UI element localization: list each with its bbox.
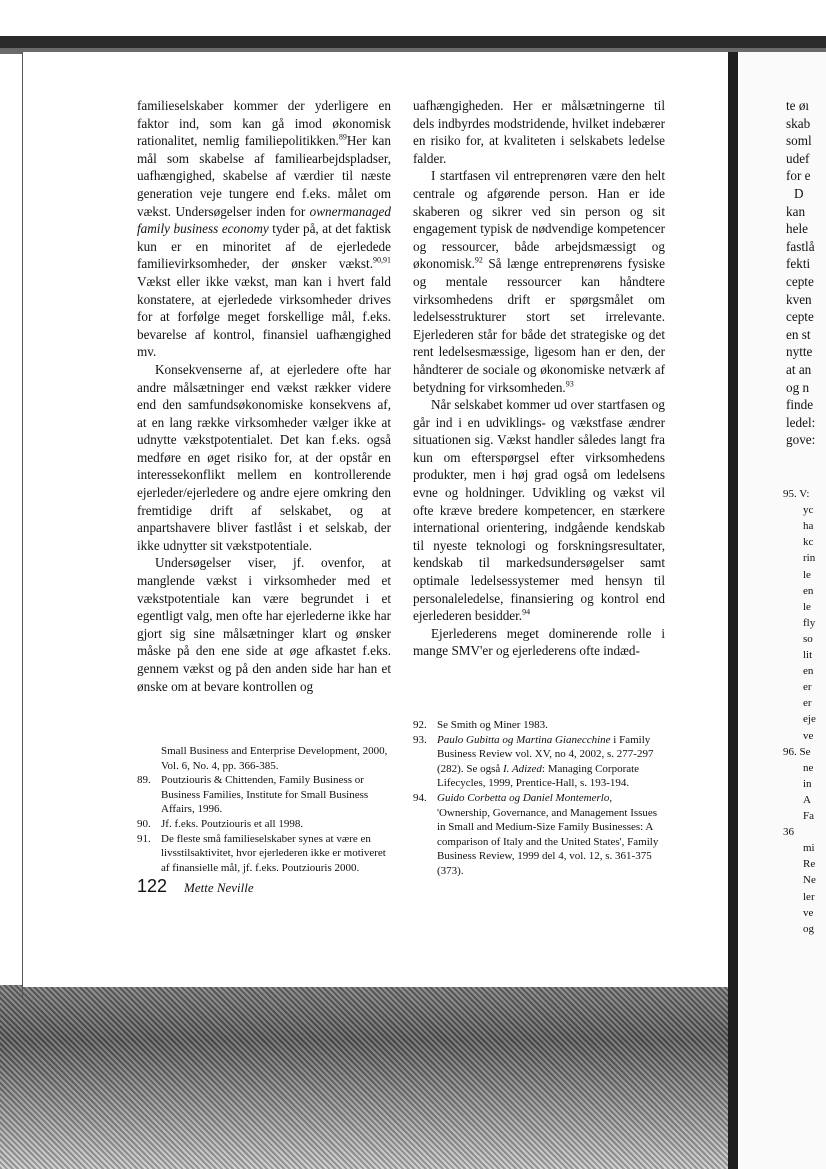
paragraph: uafhængigheden. Her er målsætningerne til dels indbyrdes modstridende, hvilket indebærer en risiko for, at kvaliteten i selskabets ledelse falder. <box>413 98 665 166</box>
right-page-footnote-line: 96. Se <box>783 745 811 758</box>
right-page-line: finde <box>786 397 814 413</box>
right-page-line: kan <box>786 203 806 219</box>
footnotes-left <box>137 744 393 875</box>
right-page-footnote-line: og <box>803 922 814 935</box>
page-edge <box>22 52 23 997</box>
right-page-line: en st <box>786 326 811 342</box>
right-page-footnote-line: ha <box>803 520 814 533</box>
right-page-footnote-line: 95. V: <box>783 488 810 500</box>
footnote: 93. Paulo Gubitta og Martina Gianecchine i Family Business Review vol. XV, no 4, 2002, s. 277-297 (282). Se også I. Adized: Managing Corporate Lifecycles, 1999, Prentice-Hall, s. 193-194. <box>413 733 654 790</box>
footnote: 91. De fleste små familieselskaber synes at være en livsstilsaktivitet, hvor ejerlederen ikke er motiveret af finansielle mål, jf. f.eks. Poutziouris 2000. <box>137 832 386 874</box>
right-page-footnote-line: le <box>803 600 811 613</box>
paragraph: Konsekvenserne af, at ejerledere ofte har andre målsætninger end vækst rækker videre end den samfundsøkonomiske konsekvens af, at en lang række virksomheder vælger ikke at udnytte vækstpotentialet. Det kan f.eks. også medføre en øget risiko for, at der opstår en interessekonflikt mellem en kontrollerende ejerleder/ejerledere og andre ejere omkring den fremtidige drift af selskabet, og at anpartshavere bliver fastlåst i et selskab, der ikke udnytter sit vækstpotentiale. <box>137 361 391 553</box>
right-page-line: for e <box>786 168 811 184</box>
right-page-footnote-line: in <box>803 777 812 790</box>
page-number: 122 <box>137 876 168 896</box>
paragraph: Når selskabet kommer ud over startfasen og går ind i en udviklings- og vækstfase ændrer situationen sig. Vækst handler således langt fra kun om efterspørgsel efter virksomhedens produkter, men i høj grad også om ledelsens evne og holdninger. Udvikling og vækst vil ofte kræve bredere kompetencer, en stærkere international orientering, indgående kendskab til nyeste teknologi og forskningsresultater, kendskab til markedsundersøgelser samt optimale ledelsessystemer med hensyn til personaleledelse, finansiering og kontrol end ejerlederen besidder.$^{94}$ <box>413 397 665 624</box>
right-page-footnote-line: ler <box>803 890 815 903</box>
right-page-line: kven <box>786 291 812 307</box>
right-page-line: fekti <box>786 256 811 272</box>
right-page-footnote-line: eje <box>803 713 816 726</box>
right-page-line: skab <box>786 115 811 131</box>
right-page-footnote-line: 36 <box>783 826 794 839</box>
right-page-footnote-line: rin <box>803 552 816 565</box>
right-page-line: at an <box>786 362 812 377</box>
footnote-ref[interactable]: 92 <box>474 255 483 265</box>
right-page-line: nytte <box>786 344 813 360</box>
paragraph: Undersøgelser viser, jf. ovenfor, at manglende vækst i virksomheder med et vækstpotentiale kan være begrundet i et egentligt valg, men ofte har ejerlederne ikke har gjort sig sine målsætninger klart og ønsker måske på den ene side at øge afkastet f.eks. gennem vækst og på den anden side har han et ønske om at bevare kontrollen og <box>137 555 391 694</box>
paragraph: Ejerlederens meget dominerende rolle i mange SMV'er og ejerlederens ofte indæd- <box>413 625 665 659</box>
footnote-ref[interactable]: 93 <box>565 379 574 389</box>
footnotes-right <box>413 718 667 879</box>
right-page-footnote-line: mi <box>803 842 815 855</box>
running-footer-author: Mette Neville <box>184 880 254 895</box>
right-page-footnote-line: le <box>803 568 811 581</box>
right-page-line: cepte <box>786 309 814 325</box>
right-page-footnote-line: er <box>803 697 812 710</box>
footnote: 94. Guido Corbetta og Daniel Montemerlo, 'Ownership, Governance, and Management Issues in Small and Medium-Size Family Businesses: A comparison of Italy and the United States', Family Business Review, 1999 del 4, vol. 12, s. 361-375 (373). <box>413 791 659 877</box>
right-page-footnote-line: Fa <box>803 810 814 822</box>
right-page-line: fastlå <box>786 238 815 254</box>
footnote: 89. Poutziouris & Chittenden, Family Business or Business Families, Institute for Small Business Affairs, 1996. <box>137 774 369 816</box>
text-column-left <box>137 97 391 695</box>
right-page-line: hele <box>786 221 808 237</box>
right-page-line: gove: <box>786 432 816 448</box>
right-page-line: og n <box>786 379 810 395</box>
right-page-footnote-line: yc <box>803 504 814 517</box>
paragraph: familieselskaber kommer der yderligere en faktor ind, som kan gå imod økonomisk rationalitet, nemlig familiepolitikken.$^{89}$Her kan mål som skabelse af familiearbejdspladser, uafhængighed, skabelse af værdier til næste generation veje tungere end f.eks. målet om vækst. Undersøgelser inden for ownermanaged family business economy tyder på, at det faktisk kun er en minoritet af de ejerledede familievirksomheder, der ønsker vækst.$^{90,91}$ Vækst eller ikke vækst, man kan i hvert fald konstatere, at ejerledede virksomheder drives for at forfølge meget forskellige mål, f.eks. bevarelse af kontrol, finansiel uafhængighed mv. <box>137 98 392 360</box>
footnote: 92. Se Smith og Miner 1983. <box>413 719 548 731</box>
right-page-line: cepte <box>786 274 814 289</box>
right-page-footnote-line: Re <box>803 858 816 871</box>
right-page-footnote-line: ve <box>803 906 814 919</box>
right-page-footnote-line: en <box>803 665 814 678</box>
footnote-ref[interactable]: 94 <box>522 607 531 617</box>
scan-top-shadow <box>0 36 826 48</box>
right-page-line: te øı <box>786 98 810 113</box>
paragraph: I startfasen vil entreprenøren være den helt centrale og afgørende person. Han er ide skaberen og sikrer ved sin person og sit engagement typisk de nødvendige kompetencer og ressourcer, både arbejdsmæssigt og økonomisk.$^{92}$ Så længe entreprenørens fysiske og mentale ressourcer kan håndtere virksomhedens drift er spørgsmålet om ledelsesstrukturer stort set irrelevante. Ejerlederen står for både det strategiske og det rent ledelsesmæssige, ligesom han er den, der håndterer de sociale og økonomiske netværk af betydning for virksomheden.$^{93}$ <box>413 168 665 395</box>
footnote: 90. Jf. f.eks. Poutziouris et all 1998. <box>137 817 304 830</box>
right-page-footnote-line: lit <box>803 649 813 661</box>
right-page-line: udef <box>786 150 810 166</box>
footnote-ref[interactable]: 90,91 <box>373 255 391 265</box>
right-page-footnote-line: A <box>803 793 811 806</box>
right-page-footnote-line: so <box>803 632 813 645</box>
text-column-right <box>413 97 665 660</box>
right-page-footnote-line: Ne <box>803 874 816 887</box>
right-page-footnote-line: kc <box>803 536 814 549</box>
right-page-footnote-line: fly <box>803 616 816 629</box>
footnote: Small Business and Enterprise Development, 2000, Vol. 6, No. 4, pp. 366-385. <box>161 745 388 772</box>
right-page-footnote-line: ve <box>803 729 814 742</box>
right-page-footnote-line: en <box>803 584 814 597</box>
right-page-line: ledel: <box>786 414 816 430</box>
footnote-ref[interactable]: 89 <box>338 132 347 142</box>
right-page-line: soml <box>786 133 812 149</box>
right-page-footnote-line: ne <box>803 761 814 774</box>
book-gutter <box>728 52 738 1169</box>
scan-bottom-shadow <box>0 985 826 1169</box>
right-page-footnote-line: er <box>803 681 812 694</box>
right-page-line: D <box>794 186 804 201</box>
